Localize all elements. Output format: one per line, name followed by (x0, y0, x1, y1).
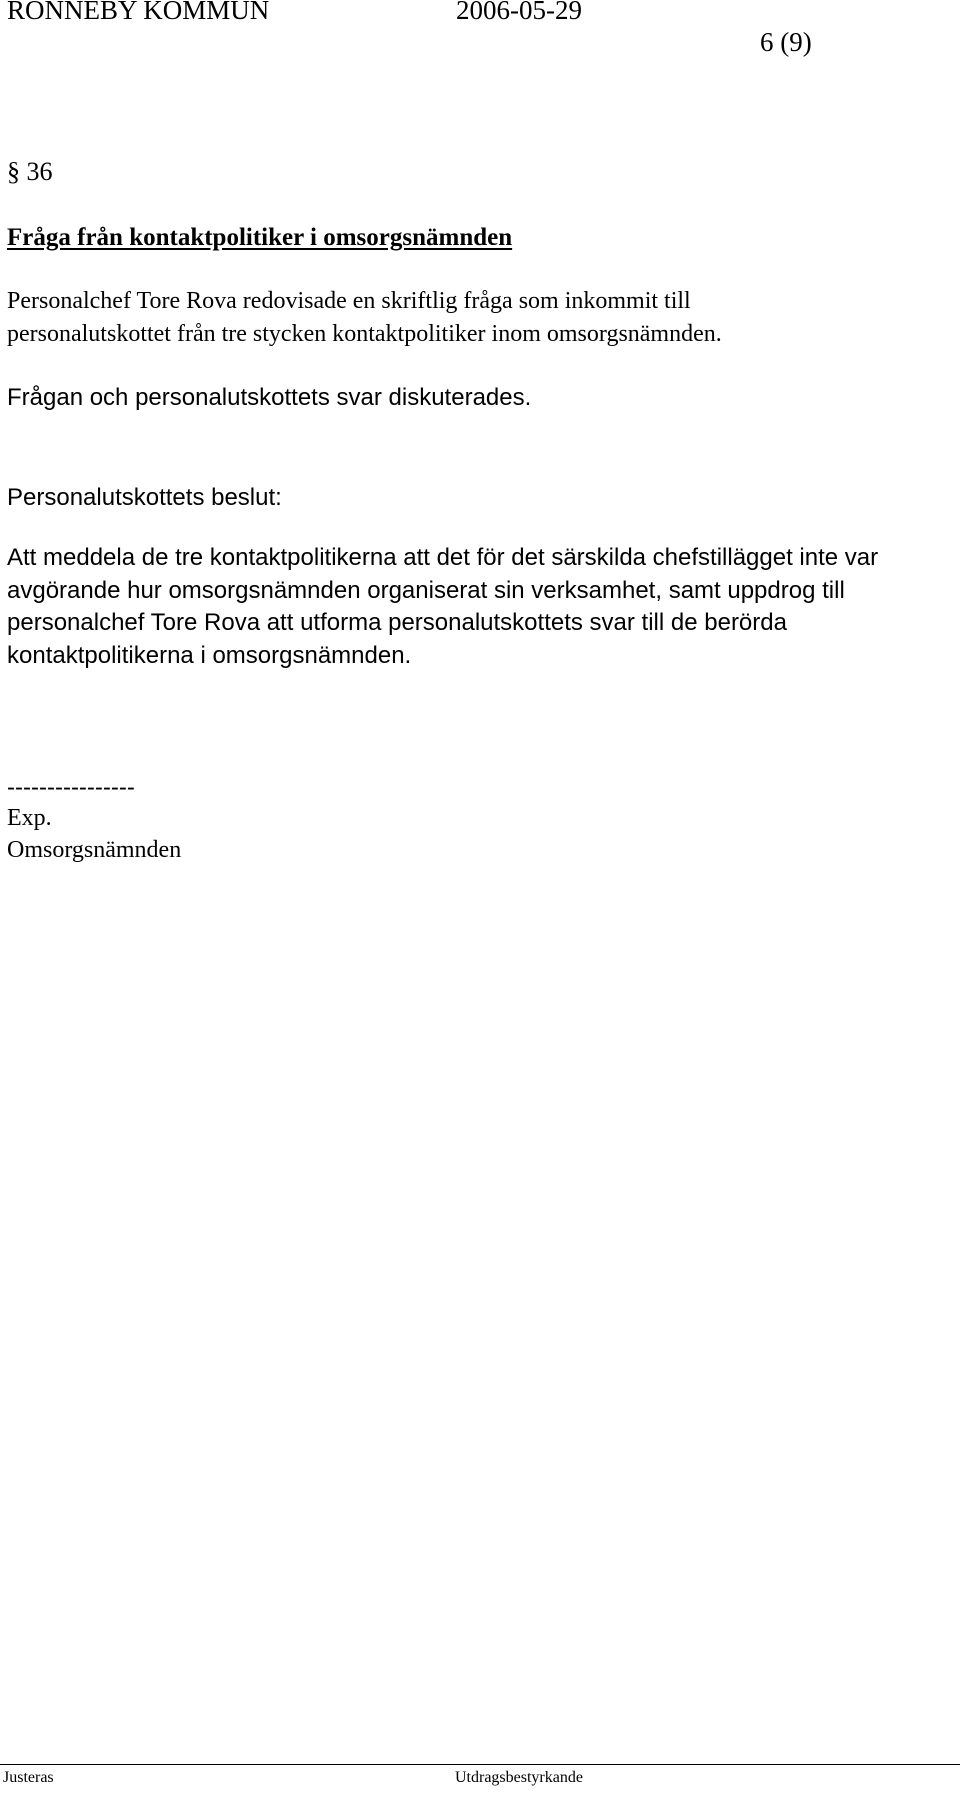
paragraph-line: kontaktpolitikerna i omsorgsnämnden. (7, 641, 412, 669)
body-paragraph-1 (7, 285, 722, 350)
section-number (7, 156, 53, 188)
organization-name: RONNEBY KOMMUN (7, 0, 270, 25)
footer-utdragsbestyrkande: Utdragsbestyrkande (455, 1769, 583, 1786)
footer-justeras: Justeras (3, 1769, 54, 1786)
document-date: 2006-05-29 (456, 0, 582, 25)
page-number: 6 (9) (760, 27, 812, 57)
decision-paragraph (7, 542, 878, 672)
item-title: Fråga från kontaktpolitiker i omsorgsnämnden (7, 224, 513, 251)
paragraph-line: avgörande hur omsorgsnämnden organiserat sin verksamhet, samt uppdrog till (7, 576, 845, 604)
paragraph-line: personalchef Tore Rova att utforma personalutskottets svar till de berörda (7, 609, 787, 636)
section-number-value: 36 (26, 157, 53, 186)
distribution-separator: ---------------- (7, 774, 135, 801)
body-paragraph-2 (7, 382, 531, 415)
footer-divider (0, 1764, 960, 1765)
paragraph-line: personalutskottet från tre stycken kontaktpolitiker inom omsorgsnämnden. (7, 320, 722, 347)
decision-heading: Personalutskottets beslut: (7, 484, 282, 511)
paragraph-line: Personalchef Tore Rova redovisade en skriftlig fråga som inkommit till (7, 288, 691, 314)
section-symbol: § (7, 157, 20, 186)
distribution-label: Exp. (7, 805, 52, 831)
paragraph-line: Frågan och personalutskottets svar diskuterades. (7, 384, 532, 411)
distribution-recipient: Omsorgsnämnden (7, 837, 182, 863)
paragraph-line: Att meddela de tre kontaktpolitikerna att det för det särskilda chefstillägget inte var (7, 544, 879, 571)
